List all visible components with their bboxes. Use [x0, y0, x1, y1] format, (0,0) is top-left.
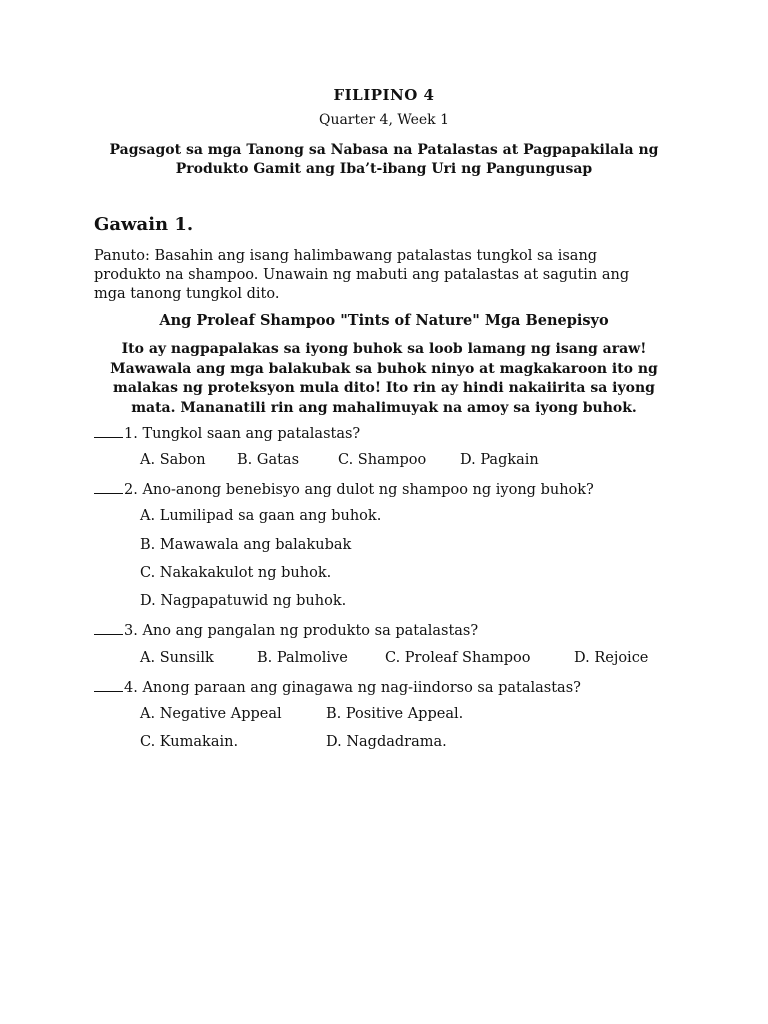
lesson-title-line: Pagsagot sa mga Tanong sa Nabasa na Patalastas at Pagpapakilala ng: [109, 142, 659, 158]
option-b: B. Gatas: [237, 452, 300, 468]
lesson-title: [0, 141, 768, 179]
ad-body: [0, 340, 768, 418]
activity-title: Gawain 1.: [94, 214, 194, 235]
option-d: D. Nagpapatuwid ng buhok.: [140, 593, 347, 609]
instructions: [94, 247, 654, 304]
option-b: B. Mawawala ang balakubak: [140, 537, 352, 553]
question-text: 2. Ano-anong benebisyo ang dulot ng shampoo ng iyong buhok?: [124, 482, 594, 498]
answer-blank[interactable]: [94, 480, 123, 494]
option-c: C. Nakakakulot ng buhok.: [140, 565, 332, 581]
question-2: [94, 480, 594, 498]
ad-line: Mawawala ang mga balakubak sa buhok ninyo at magkakaroon ito ng: [110, 360, 658, 377]
option-c: C. Kumakain.: [140, 734, 239, 750]
question-text: 1. Tungkol saan ang patalastas?: [124, 426, 361, 442]
instructions-line: produkto na shampoo. Unawain ng mabuti ang patalastas at sagutin ang: [94, 267, 630, 283]
option-a: A. Lumilipad sa gaan ang buhok.: [140, 508, 382, 524]
subject-title: FILIPINO 4: [333, 86, 435, 104]
answer-blank[interactable]: [94, 424, 123, 438]
option-a: A. Sunsilk: [140, 650, 214, 666]
question-text: 3. Ano ang pangalan ng produkto sa patalastas?: [124, 623, 479, 639]
instructions-line: mga tanong tungkol dito.: [94, 286, 280, 302]
option-d: D. Rejoice: [574, 650, 649, 666]
lesson-title-line: Produkto Gamit ang Iba’t-ibang Uri ng Pangungusap: [175, 161, 593, 177]
ad-title: Ang Proleaf Shampoo "Tints of Nature" Mga Benepisyo: [159, 312, 609, 329]
question-4: [94, 678, 581, 696]
option-c: C. Shampoo: [338, 452, 427, 468]
ad-line: malakas ng proteksyon mula dito! Ito rin ay hindi nakaiirita sa iyong: [113, 380, 655, 396]
question-text: 4. Anong paraan ang ginagawa ng nag-iindorso sa patalastas?: [124, 680, 581, 696]
quarter-subtitle: Quarter 4, Week 1: [318, 112, 450, 128]
answer-blank[interactable]: [94, 678, 123, 692]
ad-line: Ito ay nagpapalakas sa iyong buhok sa loob lamang ng isang araw!: [121, 341, 647, 357]
question-3: [94, 621, 478, 639]
option-a: A. Sabon: [140, 452, 206, 468]
option-d: D. Pagkain: [460, 452, 539, 468]
option-b: B. Palmolive: [257, 650, 348, 666]
answer-blank[interactable]: [94, 621, 123, 635]
option-c: C. Proleaf Shampoo: [385, 650, 531, 666]
option-a: A. Negative Appeal: [140, 706, 282, 722]
ad-line: mata. Mananatili rin ang mahalimuyak na amoy sa iyong buhok.: [131, 399, 637, 416]
question-1: [94, 424, 360, 442]
option-b: B. Positive Appeal.: [326, 706, 464, 722]
instructions-line: Panuto: Basahin ang isang halimbawang patalastas tungkol sa isang: [94, 248, 598, 264]
option-d: D. Nagdadrama.: [326, 734, 447, 750]
